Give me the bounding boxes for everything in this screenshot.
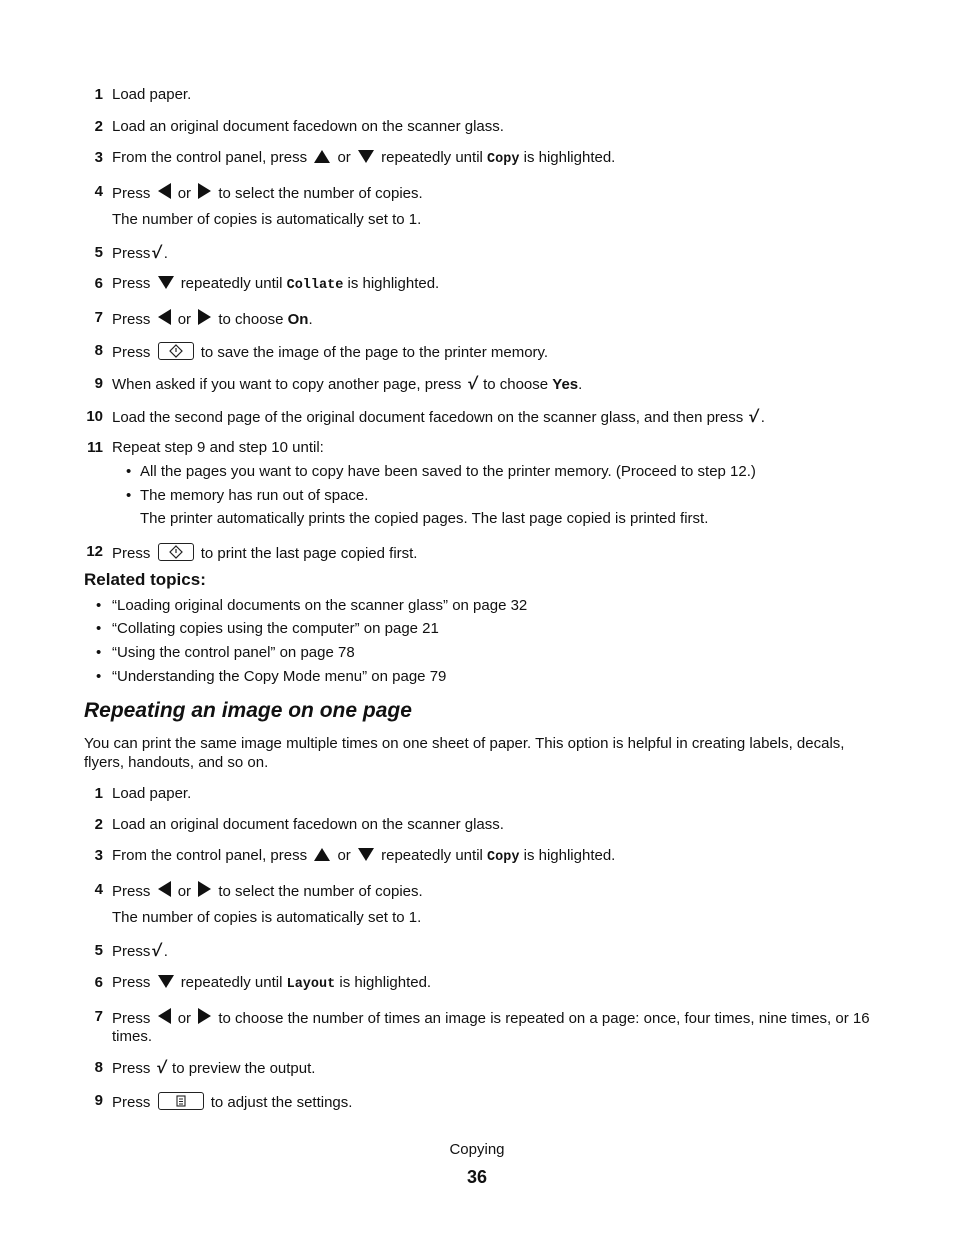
step-text-part: When asked if you want to copy another page, press [112, 376, 462, 393]
menu-button-icon [158, 1092, 204, 1110]
list-item-text: All the pages you want to copy have been saved to the printer memory. (Proceed to step 12.) [140, 463, 756, 480]
step-number: 8 [94, 1059, 103, 1076]
checkmark-icon: √ [155, 1058, 168, 1077]
right-arrow-icon [198, 309, 211, 325]
up-arrow-icon [314, 848, 330, 861]
step-text-part: . [578, 376, 583, 393]
step-text-part: to choose the number of times an image is repeated on a page: once, four times, nine times, or 16 times. [112, 1010, 870, 1045]
bullet-icon: • [126, 463, 132, 480]
step-text [112, 1092, 874, 1112]
step-note: The number of copies is automatically set to 1. [112, 909, 422, 926]
step-text [112, 375, 874, 394]
step-text-part: repeatedly until [180, 974, 283, 991]
step-number: 12 [86, 543, 103, 560]
checkmark-icon: √ [466, 374, 479, 393]
step-text-part: Press [112, 311, 151, 328]
step-text [112, 309, 874, 329]
step-text-part: Press [112, 883, 151, 900]
step-text-part: or [337, 149, 351, 166]
related-link[interactable]: “Using the control panel” on page 78 [112, 644, 355, 661]
step-text [112, 275, 874, 295]
bullet-icon: • [96, 620, 102, 637]
step-text-part: . [163, 943, 168, 960]
step-text-part: is highlighted. [347, 275, 440, 292]
step-note: The number of copies is automatically set to 1. [112, 211, 422, 228]
step-text-part: Press [112, 185, 151, 202]
menu-item-code: Layout [286, 977, 336, 992]
checkmark-icon: √ [748, 407, 761, 426]
step-text [112, 342, 874, 362]
step-number: 7 [94, 1008, 103, 1025]
page-number: 36 [466, 1167, 488, 1187]
right-arrow-icon [198, 1008, 211, 1024]
step-text [112, 408, 874, 427]
step-text: Load paper. [112, 86, 192, 103]
left-arrow-icon [158, 183, 171, 199]
step-text [112, 881, 874, 901]
step-text [112, 847, 874, 867]
step-text-part: to choose [483, 376, 549, 393]
step-text-part: Load the second page of the original document facedown on the scanner glass, and then press [112, 409, 744, 426]
step-text-part: Press [112, 275, 151, 292]
step-number: 6 [94, 275, 103, 292]
related-link[interactable]: “Loading original documents on the scanner glass” on page 32 [112, 597, 528, 614]
step-text-part: repeatedly until [180, 275, 283, 292]
step-text-part: or [337, 847, 351, 864]
down-arrow-icon [358, 150, 374, 163]
related-topics-heading: Related topics: [84, 570, 206, 589]
step-text-part: . [308, 311, 313, 328]
section-intro: You can print the same image multiple times on one sheet of paper. This option is helpful in creating labels, decals, flyers, handouts, and so on. [84, 735, 845, 771]
step-text-part: to preview the output. [172, 1060, 316, 1077]
left-arrow-icon [158, 309, 171, 325]
step-text-part: From the control panel, press [112, 847, 308, 864]
step-text-part: to choose [218, 311, 284, 328]
step-text-part: is highlighted. [523, 847, 616, 864]
step-text-part: or [177, 311, 192, 328]
step-text [112, 149, 874, 169]
step-text-part: to print the last page copied first. [200, 545, 418, 562]
bullet-icon: • [126, 487, 132, 504]
step-text-part: Press [112, 344, 151, 361]
step-text-part: repeatedly until [381, 847, 483, 864]
bullet-icon: • [96, 668, 102, 685]
step-number: 1 [94, 785, 103, 802]
step-text-part: Press [112, 1094, 151, 1111]
step-number: 3 [94, 847, 103, 864]
step-number: 4 [94, 183, 103, 200]
step-text-part: to select the number of copies. [218, 185, 423, 202]
step-number: 2 [94, 118, 103, 135]
related-link[interactable]: “Collating copies using the computer” on page 21 [112, 620, 439, 637]
step-text-part: is highlighted. [339, 974, 432, 991]
step-number: 3 [94, 149, 103, 166]
step-note: The printer automatically prints the copied pages. The last page copied is printed first. [140, 510, 709, 527]
menu-item-code: Copy [487, 850, 520, 865]
step-number: 5 [94, 244, 103, 261]
step-text-part: repeatedly until [381, 149, 483, 166]
list-item-text: The memory has run out of space. [140, 487, 369, 504]
step-text-part: to save the image of the page to the printer memory. [200, 344, 549, 361]
step-text [112, 942, 874, 961]
step-text: Load paper. [112, 785, 192, 802]
step-text-part: . [163, 245, 168, 262]
step-text-part: Press [112, 245, 151, 262]
bullet-icon: • [96, 644, 102, 661]
step-text-part: Press [112, 545, 151, 562]
step-text: Repeat step 9 and step 10 until: [112, 439, 324, 456]
step-number: 1 [94, 86, 103, 103]
step-text [112, 244, 874, 263]
step-text: Load an original document facedown on the scanner glass. [112, 816, 504, 833]
step-number: 6 [94, 974, 103, 991]
step-text-part: or [177, 883, 192, 900]
step-number: 4 [94, 881, 103, 898]
step-text [112, 974, 874, 994]
step-text-part: Press [112, 1010, 151, 1027]
down-arrow-icon [158, 276, 174, 289]
step-number: 5 [94, 942, 103, 959]
step-number: 9 [94, 1092, 103, 1109]
step-number: 2 [94, 816, 103, 833]
step-number: 11 [87, 439, 103, 456]
footer-chapter: Copying [449, 1141, 505, 1158]
right-arrow-icon [198, 183, 211, 199]
checkmark-icon: √ [151, 941, 164, 960]
step-text [112, 543, 874, 563]
step-text-part: or [177, 1010, 192, 1027]
step-text-part: Press [112, 943, 151, 960]
step-text-part: to select the number of copies. [218, 883, 423, 900]
down-arrow-icon [358, 848, 374, 861]
step-text [112, 1008, 874, 1046]
step-text-part: . [760, 409, 765, 426]
step-text-part: to adjust the settings. [210, 1094, 353, 1111]
option-value: Yes [552, 376, 579, 393]
right-arrow-icon [198, 881, 211, 897]
step-number: 9 [94, 375, 103, 392]
step-text-part: From the control panel, press [112, 149, 308, 166]
left-arrow-icon [158, 1008, 171, 1024]
checkmark-icon: √ [151, 243, 164, 262]
down-arrow-icon [158, 975, 174, 988]
step-text-part: Press [112, 1060, 151, 1077]
step-number: 10 [86, 408, 103, 425]
start-button-icon [158, 342, 194, 360]
step-text [112, 183, 874, 203]
step-number: 8 [94, 342, 103, 359]
step-text [112, 1059, 874, 1078]
step-number: 7 [94, 309, 103, 326]
step-text-part: or [177, 185, 192, 202]
option-value: On [287, 311, 309, 328]
step-text-part: is highlighted. [523, 149, 616, 166]
start-button-icon [158, 543, 194, 561]
bullet-icon: • [96, 597, 102, 614]
step-text-part: Press [112, 974, 151, 991]
related-link[interactable]: “Understanding the Copy Mode menu” on page 79 [112, 668, 447, 685]
menu-item-code: Copy [487, 152, 520, 167]
menu-item-code: Collate [286, 278, 344, 293]
section-heading: Repeating an image on one page [84, 699, 412, 722]
step-text: Load an original document facedown on the scanner glass. [112, 118, 504, 135]
up-arrow-icon [314, 150, 330, 163]
left-arrow-icon [158, 881, 171, 897]
